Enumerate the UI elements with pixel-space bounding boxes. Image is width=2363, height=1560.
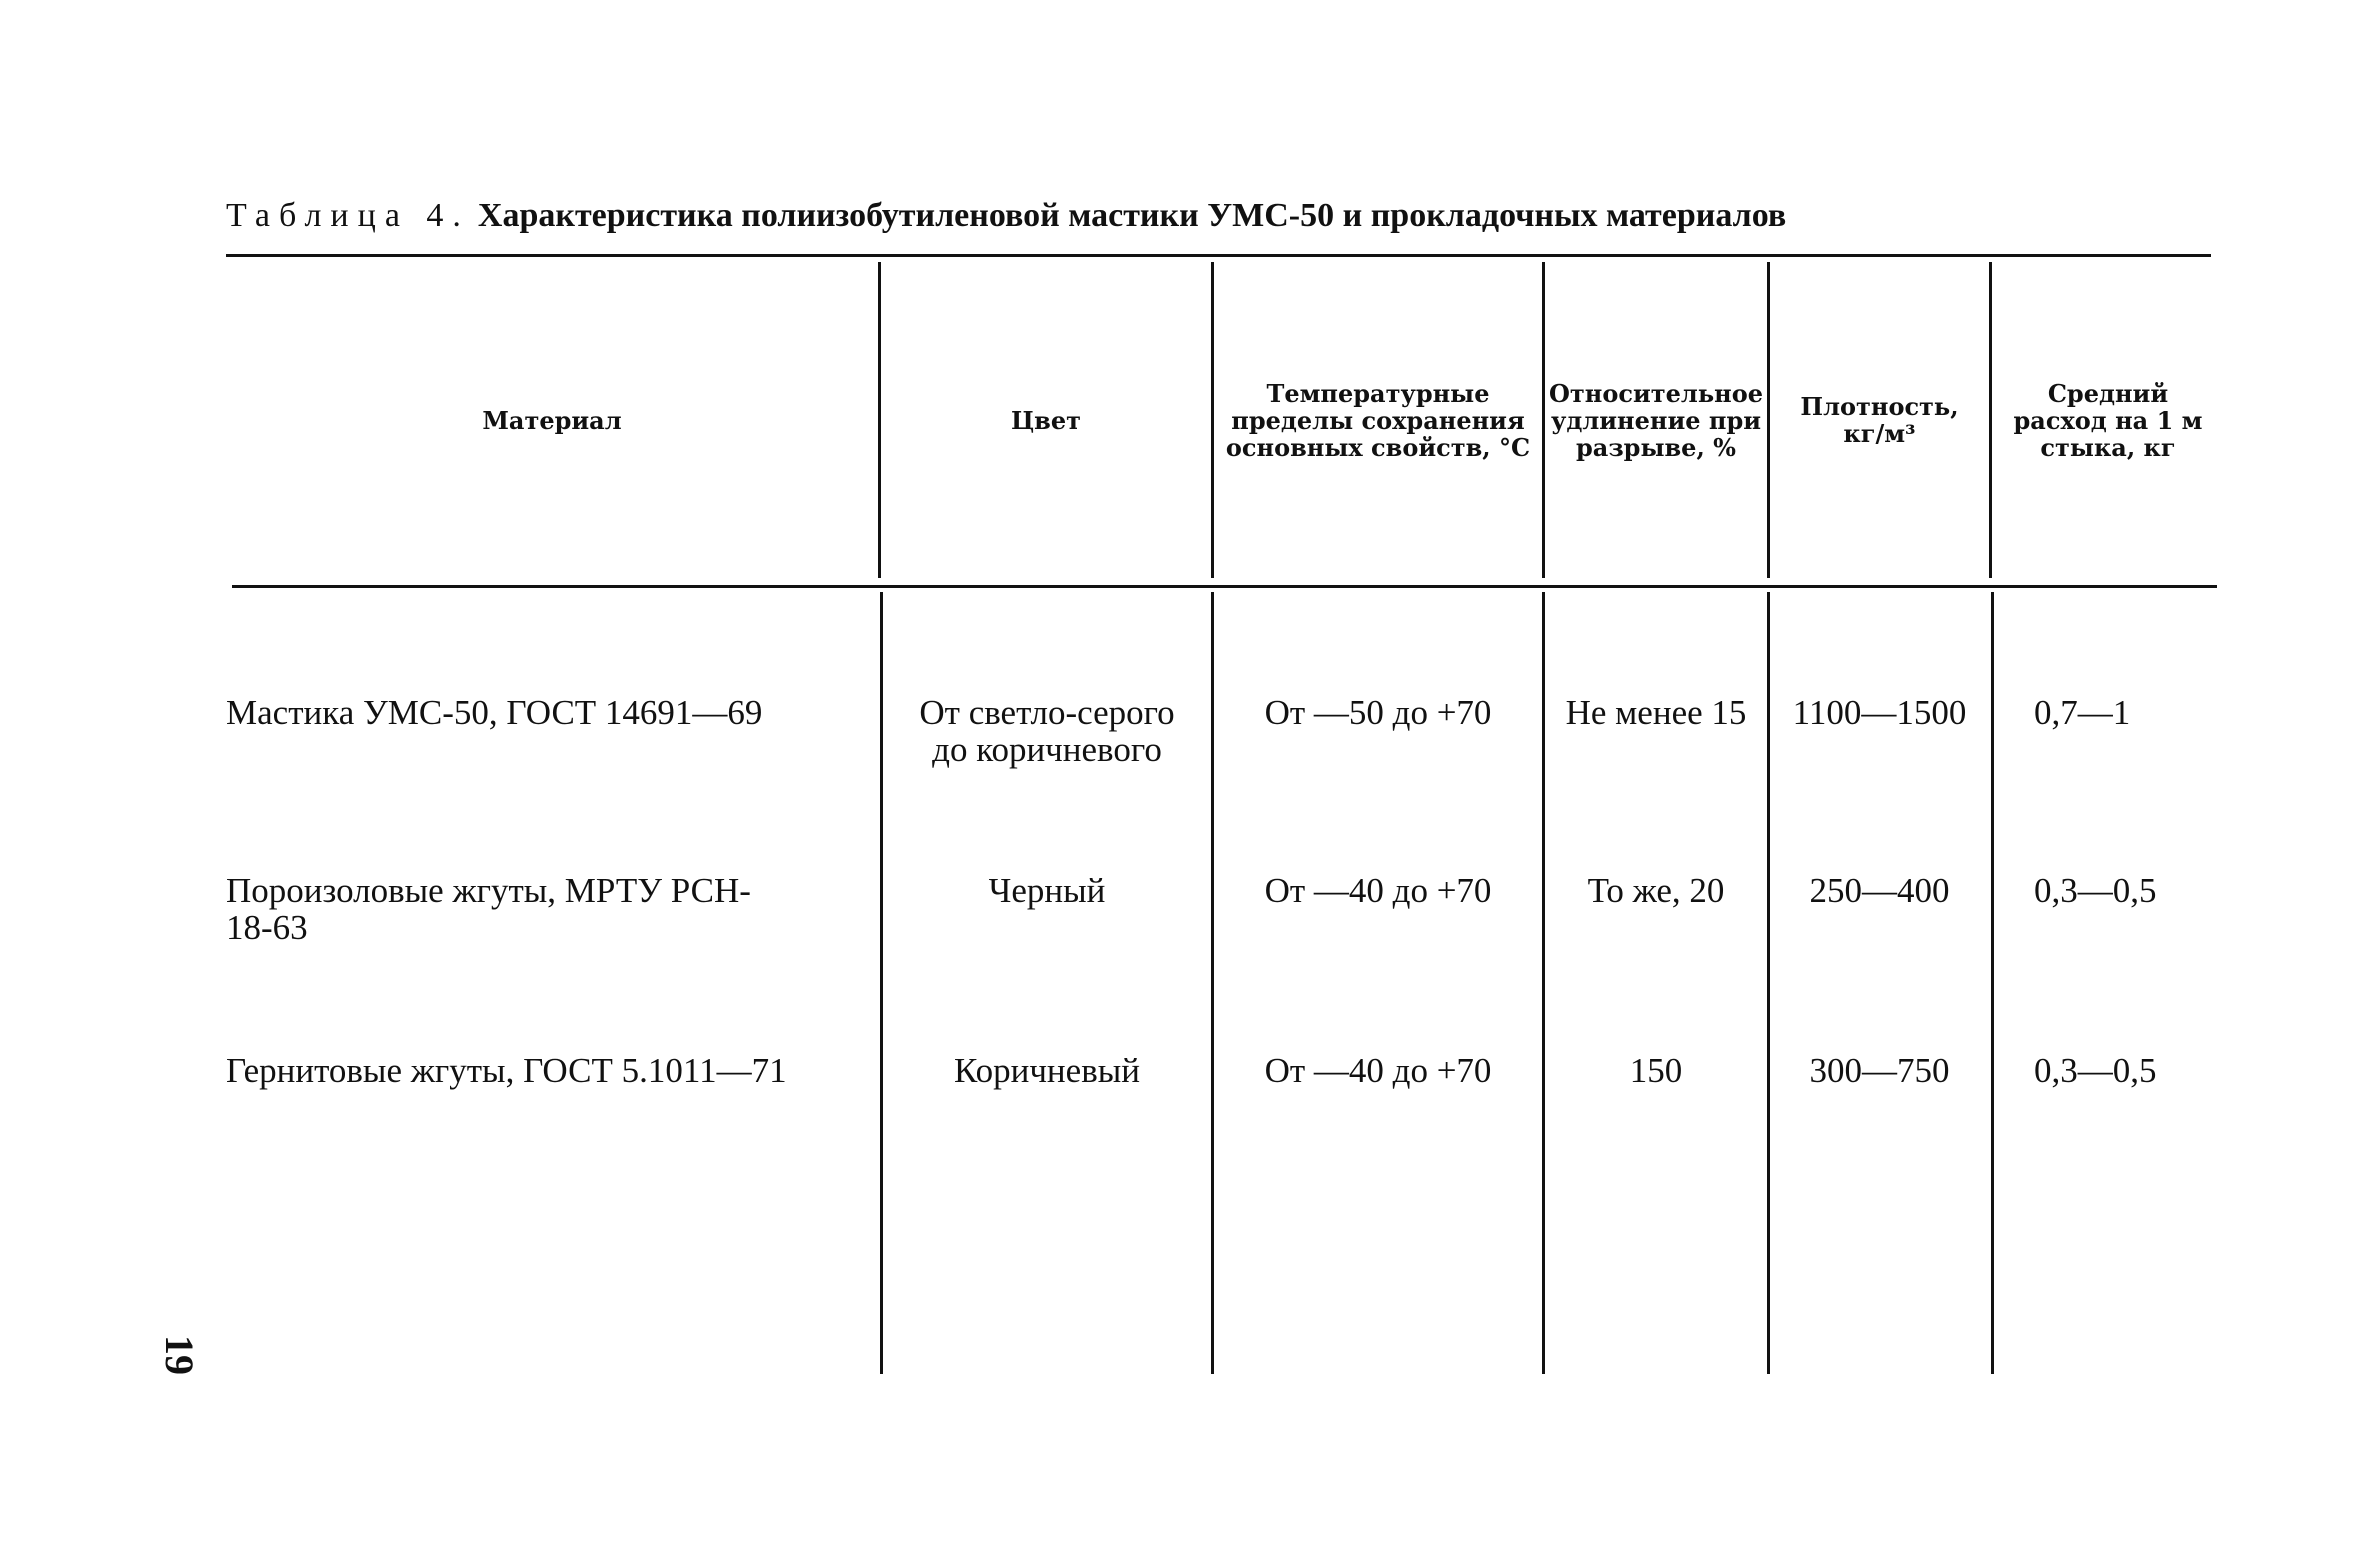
row-2-elongation: То же, 20 bbox=[1587, 871, 1725, 910]
row-2-color: Черный bbox=[988, 871, 1106, 910]
row-2-consumption: 0,3—0,5 bbox=[2034, 871, 2157, 910]
row-1-temperature: От —50 до +70 bbox=[1264, 693, 1492, 732]
header-label: Относительное удлинение при разрыве, % bbox=[1549, 378, 1763, 462]
header-temperature bbox=[1214, 262, 1542, 578]
header-bottom-rule bbox=[232, 585, 2217, 588]
row-1-material: Мастика УМС-50, ГОСТ 14691—69 bbox=[226, 693, 763, 732]
header-label: Материал bbox=[482, 405, 622, 435]
header-material bbox=[226, 262, 878, 578]
row-3-elongation: 150 bbox=[1629, 1051, 1683, 1090]
row-2-material: Пороизоловые жгуты, МРТУ РСН- 18-63 bbox=[226, 871, 751, 947]
caption-title: Характеристика полиизобутиленовой мастики УМС-50 и прокладочных материалов bbox=[477, 197, 1787, 234]
header-color bbox=[881, 262, 1211, 578]
row-3-temperature: От —40 до +70 bbox=[1264, 1051, 1492, 1090]
header-density bbox=[1770, 262, 1989, 578]
header-elongation bbox=[1545, 262, 1767, 578]
row-2-density: 250—400 bbox=[1809, 871, 1950, 910]
header-label: Температурные пределы сохранения основных свойств, °С bbox=[1225, 378, 1531, 462]
header-label: Цвет bbox=[1010, 405, 1081, 435]
top-rule bbox=[226, 254, 2211, 257]
row-1-color: От светло-серого до коричневого bbox=[919, 693, 1175, 769]
page-number: 19 bbox=[157, 1335, 203, 1375]
header-label: Плотность, кг/м³ bbox=[1800, 392, 1959, 448]
row-2-temperature: От —40 до +70 bbox=[1264, 871, 1492, 910]
row-3-density: 300—750 bbox=[1809, 1051, 1950, 1090]
table-caption bbox=[226, 190, 1786, 242]
row-3-material: Гернитовые жгуты, ГОСТ 5.1011—71 bbox=[226, 1051, 787, 1090]
row-1-consumption: 0,7—1 bbox=[2034, 693, 2131, 732]
row-1-elongation: Не менее 15 bbox=[1565, 693, 1747, 732]
column-divider bbox=[1991, 592, 1994, 1374]
row-3-consumption: 0,3—0,5 bbox=[2034, 1051, 2157, 1090]
header-consumption bbox=[1992, 262, 2224, 578]
header-label: Средний расход на 1 м стыка, кг bbox=[2013, 378, 2203, 462]
row-3-color: Коричневый bbox=[954, 1051, 1140, 1090]
caption-label: Таблица 4. bbox=[226, 197, 470, 234]
row-1-density: 1100—1500 bbox=[1792, 693, 1967, 732]
